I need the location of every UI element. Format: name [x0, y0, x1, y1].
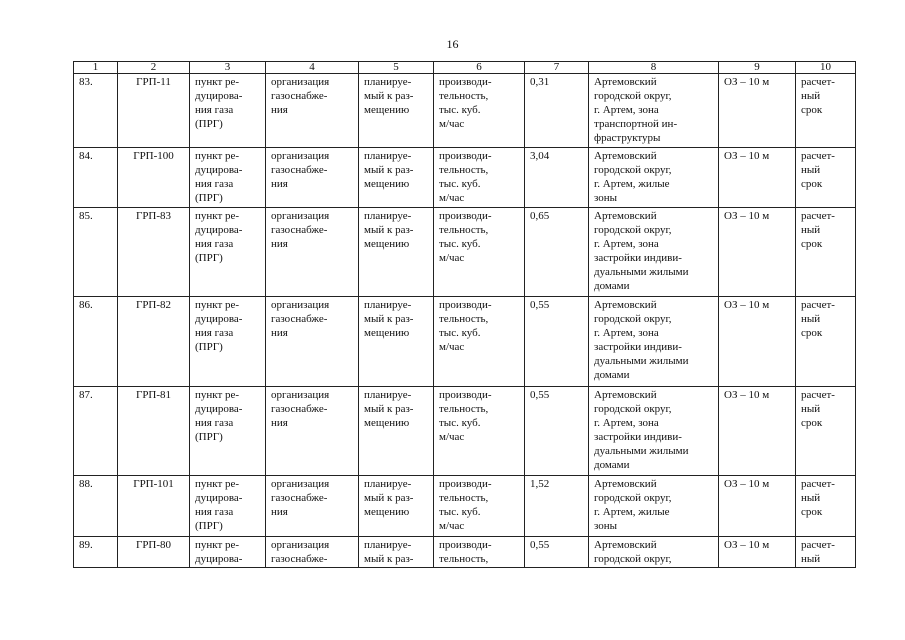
characteristic-name: производи- тельность,: [434, 537, 525, 568]
facilities-table: [73, 61, 856, 568]
implementation-period: расчет- ный срок: [796, 148, 856, 208]
zone-description: ОЗ – 10 м: [719, 74, 796, 148]
column-header: 9: [719, 62, 796, 74]
characteristic-value: 0,55: [525, 297, 589, 387]
characteristic-name: производи- тельность, тыс. куб. м/час: [434, 297, 525, 387]
facility-purpose: организация газоснабже- ния: [266, 297, 359, 387]
zone-description: ОЗ – 10 м: [719, 387, 796, 476]
facility-status: планируе- мый к раз- мещению: [359, 74, 434, 148]
facility-purpose: организация газоснабже-: [266, 537, 359, 568]
facility-code: ГРП-100: [118, 148, 190, 208]
facility-code: ГРП-11: [118, 74, 190, 148]
zone-description: ОЗ – 10 м: [719, 537, 796, 568]
facility-location: Артемовский городской округ, г. Артем, зона застройки индиви- дуальными жилыми домами: [589, 208, 719, 297]
facility-location: Артемовский городской округ, г. Артем, жилые зоны: [589, 148, 719, 208]
characteristic-name: производи- тельность, тыс. куб. м/час: [434, 74, 525, 148]
facility-code: ГРП-80: [118, 537, 190, 568]
facility-type: пункт ре- дуцирова- ния газа (ПРГ): [190, 387, 266, 476]
column-header: 5: [359, 62, 434, 74]
zone-description: ОЗ – 10 м: [719, 297, 796, 387]
facility-status: планируе- мый к раз- мещению: [359, 476, 434, 537]
implementation-period: расчет- ный срок: [796, 74, 856, 148]
row-number: 85.: [74, 208, 118, 297]
column-header: 4: [266, 62, 359, 74]
row-number: 88.: [74, 476, 118, 537]
table-row: [74, 148, 856, 208]
facility-status: планируе- мый к раз- мещению: [359, 297, 434, 387]
facility-purpose: организация газоснабже- ния: [266, 476, 359, 537]
facility-type: пункт ре- дуцирова-: [190, 537, 266, 568]
implementation-period: расчет- ный срок: [796, 297, 856, 387]
zone-description: ОЗ – 10 м: [719, 148, 796, 208]
row-number: 84.: [74, 148, 118, 208]
column-header: 1: [74, 62, 118, 74]
column-header: 7: [525, 62, 589, 74]
characteristic-value: 3,04: [525, 148, 589, 208]
facility-status: планируе- мый к раз- мещению: [359, 387, 434, 476]
characteristic-value: 0,31: [525, 74, 589, 148]
facility-code: ГРП-82: [118, 297, 190, 387]
characteristic-value: 0,55: [525, 537, 589, 568]
facility-code: ГРП-101: [118, 476, 190, 537]
page-number: 16: [446, 37, 459, 51]
characteristic-name: производи- тельность, тыс. куб. м/час: [434, 148, 525, 208]
implementation-period: расчет- ный срок: [796, 387, 856, 476]
facility-type: пункт ре- дуцирова- ния газа (ПРГ): [190, 148, 266, 208]
facility-type: пункт ре- дуцирова- ния газа (ПРГ): [190, 208, 266, 297]
characteristic-name: производи- тельность, тыс. куб. м/час: [434, 476, 525, 537]
row-number: 86.: [74, 297, 118, 387]
characteristic-value: 0,65: [525, 208, 589, 297]
facility-status: планируе- мый к раз- мещению: [359, 148, 434, 208]
implementation-period: расчет- ный: [796, 537, 856, 568]
characteristic-value: 1,52: [525, 476, 589, 537]
table-row: [74, 387, 856, 476]
characteristic-name: производи- тельность, тыс. куб. м/час: [434, 387, 525, 476]
table-row: [74, 297, 856, 387]
column-header: 3: [190, 62, 266, 74]
facility-type: пункт ре- дуцирова- ния газа (ПРГ): [190, 476, 266, 537]
facility-location: Артемовский городской округ,: [589, 537, 719, 568]
implementation-period: расчет- ный срок: [796, 208, 856, 297]
zone-description: ОЗ – 10 м: [719, 208, 796, 297]
characteristic-name: производи- тельность, тыс. куб. м/час: [434, 208, 525, 297]
zone-description: ОЗ – 10 м: [719, 476, 796, 537]
row-number: 83.: [74, 74, 118, 148]
facility-purpose: организация газоснабже- ния: [266, 387, 359, 476]
facility-type: пункт ре- дуцирова- ния газа (ПРГ): [190, 74, 266, 148]
facility-purpose: организация газоснабже- ния: [266, 208, 359, 297]
row-number: 87.: [74, 387, 118, 476]
facility-status: планируе- мый к раз-: [359, 537, 434, 568]
characteristic-value: 0,55: [525, 387, 589, 476]
row-number: 89.: [74, 537, 118, 568]
facility-location: Артемовский городской округ, г. Артем, жилые зоны: [589, 476, 719, 537]
facility-status: планируе- мый к раз- мещению: [359, 208, 434, 297]
header-row: [74, 62, 856, 74]
column-header: 2: [118, 62, 190, 74]
facility-type: пункт ре- дуцирова- ния газа (ПРГ): [190, 297, 266, 387]
facility-code: ГРП-81: [118, 387, 190, 476]
column-header: 6: [434, 62, 525, 74]
table-row: [74, 537, 856, 568]
facility-location: Артемовский городской округ, г. Артем, зона транспортной ин- фраструктуры: [589, 74, 719, 148]
table-row: [74, 74, 856, 148]
facility-purpose: организация газоснабже- ния: [266, 148, 359, 208]
facility-purpose: организация газоснабже- ния: [266, 74, 359, 148]
column-header: 8: [589, 62, 719, 74]
column-header: 10: [796, 62, 856, 74]
implementation-period: расчет- ный срок: [796, 476, 856, 537]
table-row: [74, 476, 856, 537]
table-row: [74, 208, 856, 297]
facility-location: Артемовский городской округ, г. Артем, зона застройки индиви- дуальными жилыми домами: [589, 387, 719, 476]
facility-location: Артемовский городской округ, г. Артем, зона застройки индиви- дуальными жилыми домами: [589, 297, 719, 387]
facility-code: ГРП-83: [118, 208, 190, 297]
